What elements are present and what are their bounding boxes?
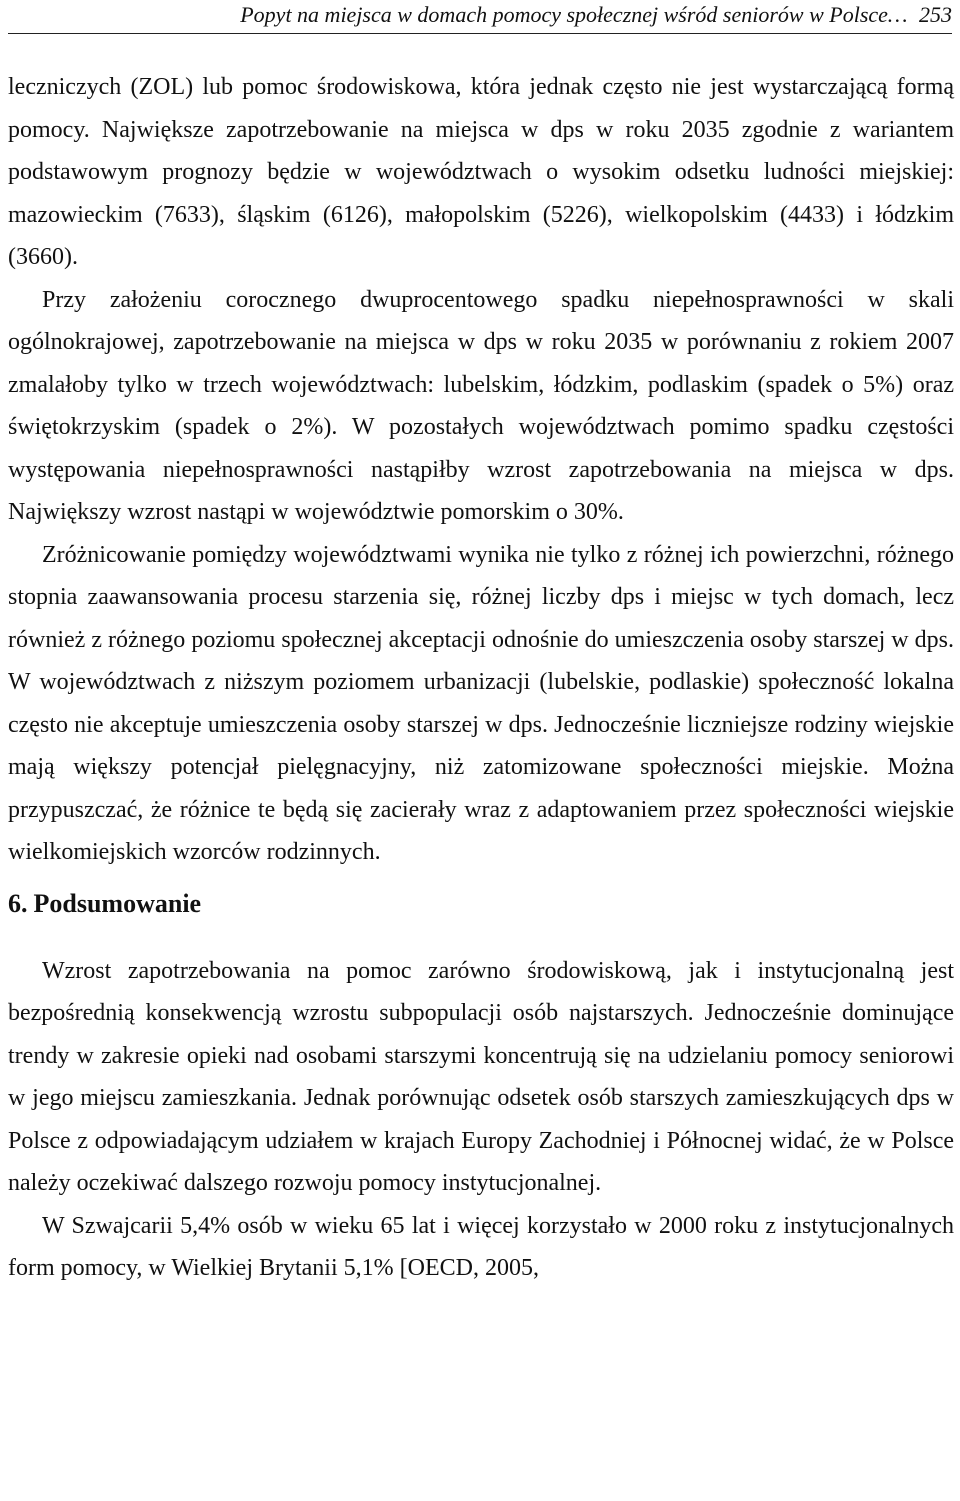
section-title: Podsumowanie xyxy=(33,888,202,918)
paragraph: W Szwajcarii 5,4% osób w wieku 65 lat i więcej korzystało w 2000 roku z instytucjonalnych form pomocy, w Wielkiej Brytanii 5,1% [OECD, 2005, xyxy=(8,1212,954,1281)
section-number: 6. xyxy=(8,888,28,918)
paragraph: Wzrost zapotrzebowania na pomoc zarówno środowiskową, jak i instytucjonalną jest bezpośrednią konsekwencją wzrostu subpopulacji osób najstarszych. Jednocześnie dominujące trendy w zakresie opieki nad osobami starszymi koncentrują się na udzielaniu pomocy seniorowi w jego miejscu zamieszkania. Jednak porównując odsetek osób starszych zamieszkujących dps w Polsce z odpowiadającym udziałem w krajach Europy Zachodniej i Północnej widać, że w Polsce należy oczekiwać dalszego rozwoju pomocy instytucjonalnej. xyxy=(8,957,954,1196)
running-header xyxy=(8,0,952,34)
paragraph-continuation: leczniczych (ZOL) lub pomoc środowiskowa, która jednak często nie jest wystarczającą formą pomocy. Największe zapotrzebowanie na miejsca w dps w roku 2035 zgodnie z wariantem podstawowym prognozy będzie w województwach o wysokim odsetku ludności miejskiej: mazowieckim (7633), śląskim (6126), małopolskim (5226), wielkopolskim (4433) i łódzkim (3660). xyxy=(8,74,954,270)
paragraph: Przy założeniu corocznego dwuprocentowego spadku niepełnosprawności w skali ogólnokrajowej, zapotrzebowanie na miejsca w dps w roku 2035 w porównaniu z rokiem 2007 zmalałoby tylko w trzech województwach: lubelskim, łódzkim, podlaskim (spadek o 5%) oraz świętokrzyskim (spadek o 2%). W pozostałych województwach pomimo spadku częstości występowania niepełnosprawności nastąpiłby wzrost zapotrzebowania na miejsca w dps. Największy wzrost nastąpi w województwie pomorskim o 30%. xyxy=(8,286,954,525)
running-header-title: Popyt na miejsca w domach pomocy społecznej wśród seniorów w Polsce… xyxy=(240,2,908,27)
section-heading xyxy=(8,886,954,922)
body-text xyxy=(8,66,954,1290)
page-number: 253 xyxy=(919,2,952,27)
paragraph: Zróżnicowanie pomiędzy województwami wynika nie tylko z różnej ich powierzchni, różnego stopnia zaawansowania procesu starzenia się, różnej liczby dps i miejsc w tych domach, lecz również z różnego poziomu społecznej akceptacji odnośnie do umieszczenia osoby starszej w dps. W województwach z niższym poziomem urbanizacji (lubelskie, podlaskie) społeczność lokalna często nie akceptuje umieszczenia osoby starszej w dps. Jednocześnie liczniejsze rodziny wiejskie mają większy potencjał pielęgnacyjny, niż zatomizowane społeczności miejskie. Można przypuszczać, że różnice te będą się zacierały wraz z adaptowaniem przez społeczności wiejskie wielkomiejskich wzorców rodzinnych. xyxy=(8,541,954,865)
